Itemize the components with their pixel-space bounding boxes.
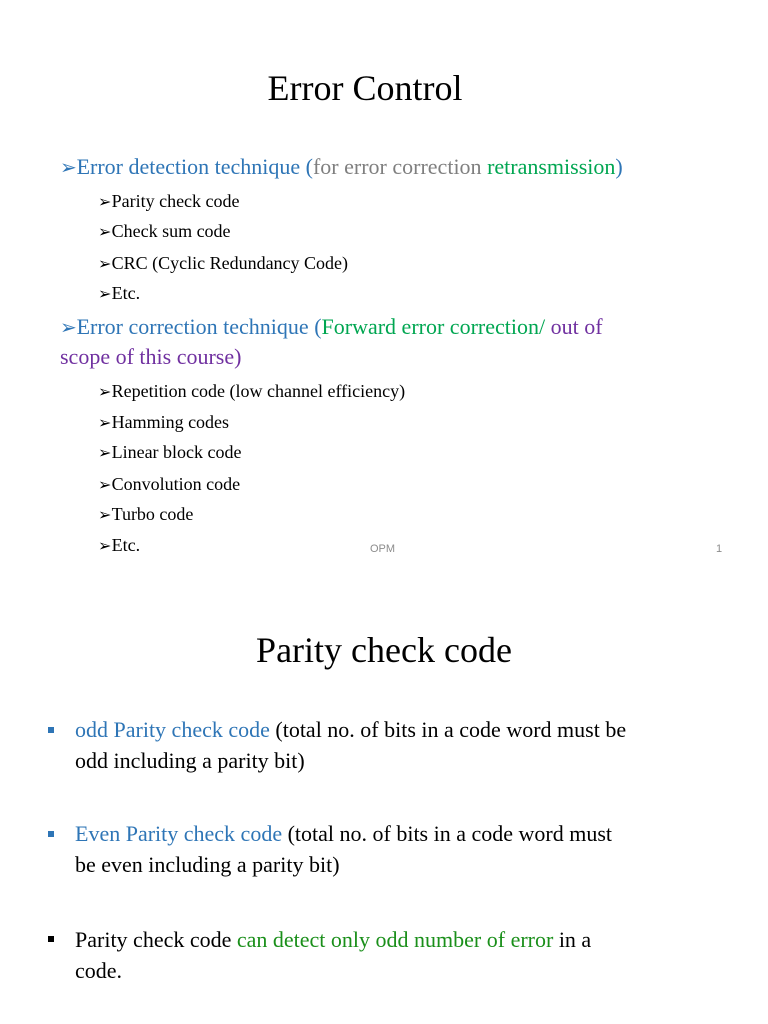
arrow-bullet-icon: ➢ [98, 537, 112, 555]
list-item-text: Etc. [111, 283, 141, 303]
list-item-text: Repetition code (low channel efficiency) [111, 381, 406, 401]
bullet-item [75, 818, 612, 880]
correction-heading [60, 314, 603, 341]
slide-footer: OPM [370, 543, 396, 555]
arrow-bullet-icon: ➢ [98, 193, 112, 211]
arrow-bullet-icon: ➢ [60, 317, 77, 339]
bullet-text-line2: code. [75, 958, 123, 983]
arrow-bullet-icon: ➢ [98, 285, 112, 303]
bullet-prefix: Parity check code [75, 927, 237, 952]
square-bullet-icon [48, 727, 54, 733]
list-item [98, 411, 229, 434]
bullet-highlight: Even Parity check code [75, 821, 283, 846]
list-item [98, 380, 405, 403]
arrow-bullet-icon: ➢ [98, 255, 112, 273]
arrow-bullet-icon: ➢ [98, 223, 112, 241]
correction-purple-text: out of [550, 314, 603, 339]
list-item [98, 282, 140, 305]
paren-close: ) [615, 154, 623, 179]
detection-heading-text: Error detection technique [76, 154, 306, 179]
correction-heading-continued: scope of this course) [60, 344, 242, 369]
list-item [98, 441, 242, 464]
list-item-text: Check sum code [111, 221, 231, 241]
list-item-text: Parity check code [111, 191, 240, 211]
arrow-bullet-icon: ➢ [60, 157, 77, 179]
square-bullet-icon [48, 831, 54, 837]
bullet-highlight: odd Parity check code [75, 717, 270, 742]
list-item-text: Etc. [111, 535, 141, 555]
bullet-item [75, 714, 626, 776]
list-item-text: CRC (Cyclic Redundancy Code) [111, 253, 349, 273]
list-item-text: Turbo code [111, 504, 194, 524]
arrow-bullet-icon: ➢ [98, 414, 112, 432]
detection-green-text: retransmission [487, 154, 616, 179]
square-bullet-icon [48, 936, 54, 942]
list-item-text: Convolution code [111, 474, 241, 494]
bullet-item [75, 924, 591, 986]
slide-title: Error Control [267, 68, 463, 108]
list-item [98, 190, 240, 213]
arrow-bullet-icon: ➢ [98, 444, 112, 462]
list-item-text: Linear block code [111, 442, 242, 462]
bullet-text: in a [553, 927, 592, 952]
bullet-text: (total no. of bits in a code word must be [269, 717, 627, 742]
correction-green-text: Forward error correction/ [321, 314, 551, 339]
detection-gray-text: for error correction [312, 154, 488, 179]
list-item [98, 534, 140, 557]
list-item [98, 503, 193, 526]
bullet-text-line2: odd including a parity bit) [75, 748, 305, 773]
arrow-bullet-icon: ➢ [98, 476, 112, 494]
bullet-text-line2: be even including a parity bit) [75, 852, 340, 877]
slide-title: Parity check code [256, 630, 512, 670]
detection-heading [60, 154, 623, 181]
list-item [98, 220, 231, 243]
list-item [98, 473, 240, 496]
list-item-text: Hamming codes [111, 412, 230, 432]
list-item [98, 252, 348, 275]
bullet-highlight: can detect only odd number of error [236, 927, 554, 952]
arrow-bullet-icon: ➢ [98, 506, 112, 524]
slide-number: 1 [716, 543, 723, 555]
paren-open: ( [314, 314, 322, 339]
bullet-text: (total no. of bits in a code word must [282, 821, 613, 846]
arrow-bullet-icon: ➢ [98, 383, 112, 401]
paren-open: ( [305, 154, 313, 179]
correction-heading-text: Error correction technique [76, 314, 315, 339]
